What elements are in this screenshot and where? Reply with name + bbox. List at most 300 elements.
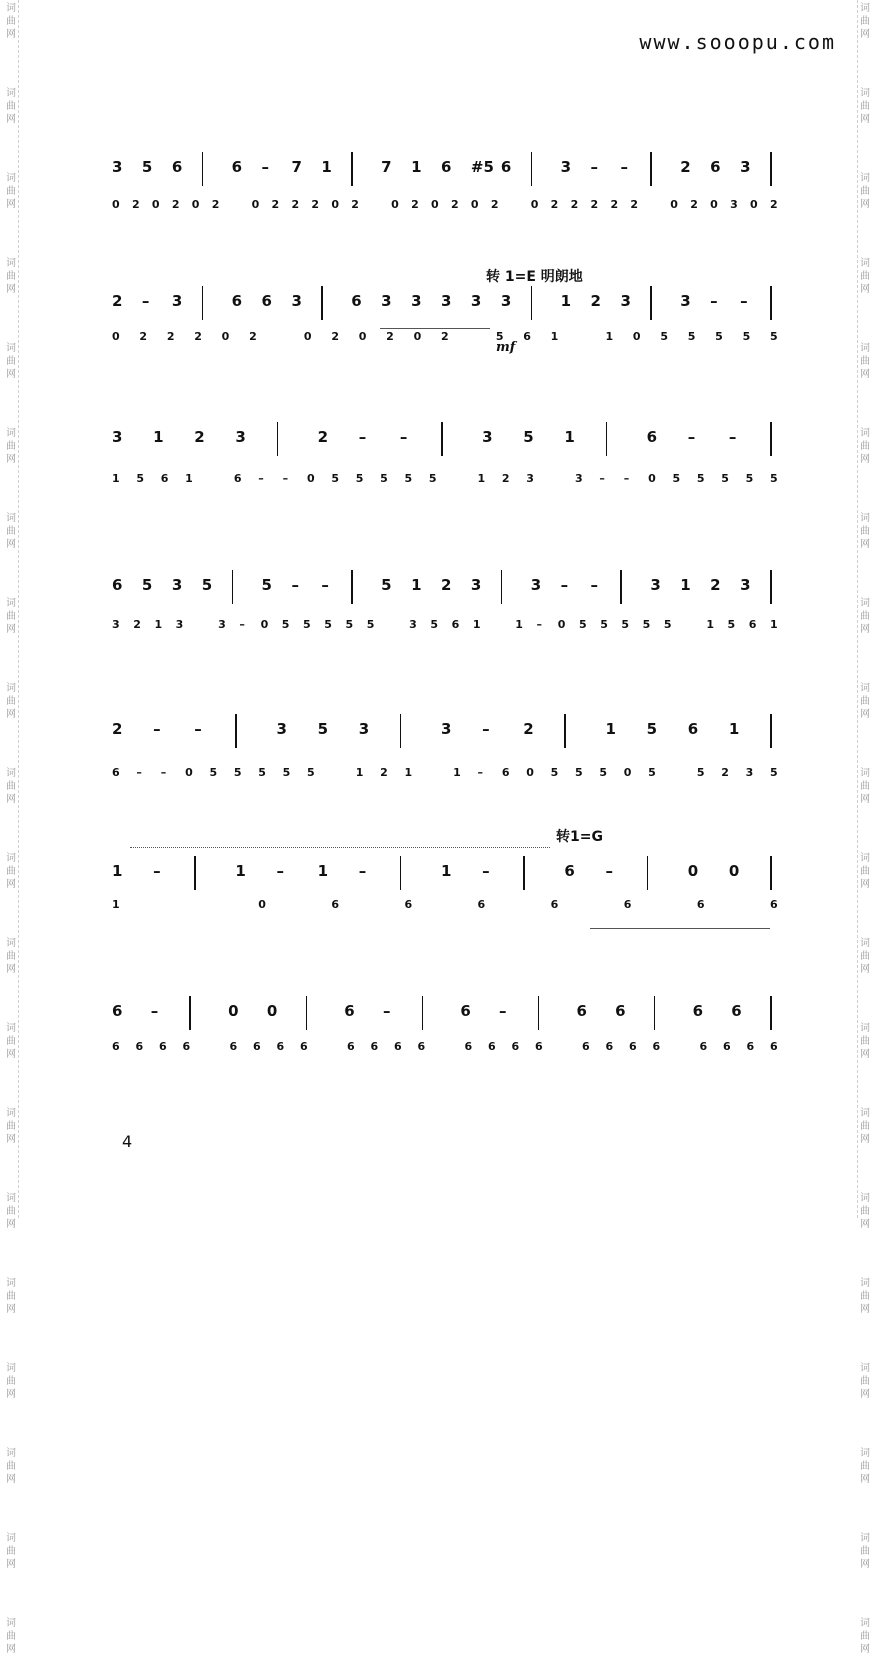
barline [531,152,533,186]
accomp-note: 3 [745,766,754,779]
accomp-note: 5 [324,618,332,631]
melody-note: – [560,576,569,594]
accomp-note: 5 [721,472,729,485]
barline [194,856,196,890]
accomp-note: 3 [526,472,534,485]
watermark-label: 词 曲 网 [6,1363,16,1400]
accomp-note: 0 [710,198,718,211]
accomp-note: 0 [431,198,439,211]
accomp-note: 2 [721,766,729,779]
accomp-note: 1 [453,766,461,779]
accomp-note: – [282,472,289,485]
accomp-note: 3 [218,618,226,631]
barline [422,996,424,1030]
accomp-note: 2 [590,198,599,211]
accomp-note: 2 [311,198,320,211]
melody-note: 3 [276,720,287,738]
accomp-note: 5 [660,330,668,343]
accomp-note: 0 [557,618,566,631]
melody-note: 7 [381,158,392,176]
watermark-label: 词 曲 网 [6,1023,16,1060]
barline [620,570,622,604]
accomp-note: 0 [303,330,312,343]
accomp-note: 6 [699,1040,708,1053]
accomp-note: 6 [523,330,531,343]
accomp-note: 0 [112,330,120,343]
accomp-note: 5 [696,472,705,485]
watermark-label: 词 曲 网 [860,258,870,295]
melody-note: – [153,862,161,880]
melody-note: 5 [523,428,534,446]
accomp-note: 6 [394,1040,402,1053]
accomp-note: 6 [229,1040,238,1053]
accomp-note: 2 [133,618,141,631]
melody-note: 6 [261,292,272,310]
melody-note: 3 [171,292,183,310]
accomp-note: 3 [409,618,417,631]
watermark-label: 词 曲 网 [860,88,870,125]
watermark-label: 词 曲 网 [860,598,870,635]
melody-note: 2 [317,428,329,446]
barline [351,570,353,604]
watermark-label: 词 曲 网 [860,768,870,805]
barline [770,714,772,748]
accomp-note: 5 [209,766,218,779]
melody-note: 6 [692,1002,704,1020]
melody-note: 3 [112,158,123,176]
accomp-note: 5 [306,766,315,779]
melody-note: 2 [523,720,534,738]
melody-note: 3 [358,720,370,738]
melody-note: 3 [740,158,751,176]
page-number: 4 [122,1132,133,1151]
melody-note: 5 [646,720,658,738]
accomp-note: 2 [490,198,499,211]
tie-line [130,847,550,848]
accomp-note: 2 [171,198,180,211]
barline [770,996,772,1030]
watermark-label: 词 曲 网 [860,1278,870,1315]
accomp-note: 0 [251,198,260,211]
watermark-label: 词 曲 网 [860,853,870,890]
accomp-note: 6 [582,1040,590,1053]
accomp-note: 5 [745,472,754,485]
accomp-note: – [136,766,142,779]
barline [647,856,649,890]
accomp-note: 6 [451,618,460,631]
system-2-melody [0,292,876,312]
barline [770,286,772,320]
watermark-label: 词 曲 网 [860,3,870,40]
melody-note: 3 [171,576,183,594]
barline [400,856,402,890]
melody-note: 3 [680,292,691,310]
accomp-note: 6 [696,898,705,911]
melody-note: 3 [291,292,302,310]
accomp-note: 5 [642,618,651,631]
melody-note: – [194,720,202,738]
accomp-note: 2 [386,330,394,343]
melody-note: 6 [576,1002,587,1020]
barline [770,422,772,456]
accomp-note: 5 [550,766,559,779]
melody-note: – [482,720,490,738]
accomp-note: 6 [417,1040,426,1053]
accomp-note: 5 [770,330,778,343]
accomp-note: 0 [151,198,160,211]
watermark-label: 词 曲 网 [6,1533,16,1570]
accomp-note: 1 [477,472,486,485]
melody-note: – [261,158,270,176]
barline [351,152,353,186]
barline [654,996,656,1030]
accomp-note: 1 [605,330,614,343]
system-3-accomp [0,472,876,492]
watermark-label: 词 曲 网 [860,1363,870,1400]
accomp-note: 5 [345,618,354,631]
melody-note: 5 [141,576,153,594]
watermark-label: 词 曲 网 [860,343,870,380]
melody-note: 6 [564,862,575,880]
barline [606,422,608,456]
melody-note: 3 [620,292,631,310]
accomp-note: 6 [253,1040,261,1053]
accomp-note: 1 [112,472,120,485]
accomp-note: 1 [706,618,714,631]
watermark-label: 词 曲 网 [6,428,16,465]
watermark-label: 词 曲 网 [6,173,16,210]
accomp-note: 5 [715,330,723,343]
accomp-note: 0 [750,198,758,211]
melody-note: 6 [231,158,243,176]
watermark-label: 词 曲 网 [6,598,16,635]
accomp-note: 6 [652,1040,661,1053]
accomp-note: 1 [472,618,481,631]
system-5-melody [0,720,876,740]
barline [650,286,652,320]
melody-note: 6 [112,1002,123,1020]
accomp-note: 5 [355,472,364,485]
watermark-label: 词 曲 网 [860,1023,870,1060]
accomp-note: 2 [139,330,148,343]
accomp-note: 6 [488,1040,496,1053]
melody-note: 1 [560,292,572,310]
accomp-note: 2 [166,330,175,343]
accomp-note: 2 [131,198,140,211]
melody-note: #5 [470,158,494,176]
accomp-note: 2 [380,766,388,779]
accomp-note: 0 [221,330,230,343]
accomp-note: 2 [450,198,459,211]
accomp-note: 5 [742,330,751,343]
accomp-note: 6 [112,766,120,779]
melody-note: – [482,862,490,880]
barline [564,714,566,748]
accomp-note: 2 [630,198,639,211]
watermark-label: 词 曲 网 [6,1448,16,1485]
melody-note: 1 [112,862,123,880]
barline [400,714,402,748]
accomp-note: 2 [249,330,257,343]
accomp-note: 6 [535,1040,543,1053]
barline [232,570,234,604]
melody-note: 7 [291,158,302,176]
decrescendo-hairpin [590,928,770,929]
system-4-melody [0,576,876,596]
accomp-note: 6 [112,1040,120,1053]
accomp-note: 5 [648,766,656,779]
accomp-note: 0 [260,618,269,631]
accomp-note: 5 [575,766,583,779]
accomp-note: 0 [306,472,315,485]
barline [538,996,540,1030]
barline [306,996,308,1030]
melody-note: 6 [351,292,362,310]
accomp-note: 5 [281,618,290,631]
melody-note: – [291,576,299,594]
accomp-note: 6 [501,766,510,779]
accomp-note: 5 [599,766,608,779]
accomp-note: 0 [670,198,678,211]
watermark-label: 词 曲 网 [860,1448,870,1485]
melody-note: 3 [740,576,751,594]
melody-note: – [276,862,284,880]
accomp-note: 0 [526,766,534,779]
melody-note: 6 [687,720,699,738]
melody-note: 1 [564,428,575,446]
accomp-note: 0 [530,198,539,211]
system-1-accomp [0,198,876,218]
melody-note: 3 [411,292,422,310]
melody-note: 2 [680,158,691,176]
accomp-note: – [599,472,605,485]
melody-note: 3 [235,428,246,446]
accomp-note: 2 [770,198,778,211]
accomp-note: 0 [470,198,479,211]
watermark-label: 词 曲 网 [860,1108,870,1145]
accomp-note: 1 [112,898,120,911]
barline [501,570,503,604]
melody-note: – [141,292,150,310]
system-1-melody [0,158,876,178]
side-watermark-right [857,0,872,1655]
system-7-melody [0,1002,876,1022]
accomp-note: 5 [696,766,705,779]
accomp-note: 5 [136,472,145,485]
accomp-note: 6 [629,1040,637,1053]
accomp-note: 5 [430,618,439,631]
melody-note: 2 [112,720,123,738]
accomp-note: 5 [727,618,736,631]
barline [770,856,772,890]
melody-note: – [382,1002,391,1020]
system-3-melody [0,428,876,448]
accomp-note: 1 [185,472,193,485]
accomp-note: 0 [331,198,339,211]
melody-note: 6 [171,158,183,176]
accomp-note: 1 [355,766,364,779]
watermark-label: 词 曲 网 [6,683,16,720]
melody-note: 5 [201,576,213,594]
melody-note: – [499,1002,507,1020]
accomp-note: 5 [366,618,375,631]
melody-note: 2 [112,292,123,310]
accomp-note: 3 [175,618,184,631]
accomp-note: 5 [495,330,504,343]
melody-note: 6 [231,292,243,310]
accomp-note: 2 [194,330,202,343]
accomp-note: 2 [550,198,559,211]
melody-note: 0 [687,862,699,880]
accomp-note: 0 [358,330,367,343]
accomp-note: 2 [271,198,280,211]
melody-note: 1 [441,862,452,880]
accomp-note: 6 [605,1040,614,1053]
accomp-note: 5 [380,472,388,485]
site-url: www.sooopu.com [639,30,836,54]
watermark-label: 词 曲 网 [860,173,870,210]
watermark-label: 词 曲 网 [6,1193,16,1230]
accomp-note: 5 [303,618,311,631]
melody-note: – [620,158,628,176]
accomp-note: – [258,472,264,485]
watermark-label: 词 曲 网 [6,258,16,295]
dynamic-mark: mf [496,340,516,355]
system-6-melody [0,862,876,882]
accomp-note: 5 [331,472,339,485]
accomp-note: 6 [770,1040,778,1053]
accomp-note: 6 [723,1040,731,1053]
accomp-note: 2 [411,198,419,211]
watermark-label: 词 曲 网 [860,1618,870,1655]
melody-note: 3 [441,720,452,738]
melody-note: 5 [381,576,392,594]
accomp-note: 0 [648,472,656,485]
accomp-note: 0 [258,898,266,911]
crescendo-hairpin [380,328,490,329]
watermark-label: 词 曲 网 [6,88,16,125]
melody-note: 5 [317,720,329,738]
system-7-accomp [0,1040,876,1060]
watermark-label: 词 曲 网 [860,938,870,975]
accomp-note: 1 [515,618,523,631]
melody-note: – [605,862,613,880]
melody-note: 6 [344,1002,355,1020]
melody-note: 3 [112,428,123,446]
melody-note: 1 [728,720,740,738]
accomp-note: – [160,766,167,779]
accomp-note: 5 [663,618,672,631]
melody-note: 6 [500,158,512,176]
accomp-note: 5 [282,766,291,779]
melody-note: 1 [153,428,164,446]
accomp-note: 5 [233,766,242,779]
accomp-note: 6 [159,1040,167,1053]
melody-note: – [590,576,599,594]
melody-note: 3 [500,292,512,310]
watermark-label: 词 曲 网 [6,938,16,975]
accomp-note: 6 [160,472,169,485]
melody-note: 0 [266,1002,278,1020]
melody-note: 6 [460,1002,471,1020]
melody-note: 5 [141,158,153,176]
accomp-note: 2 [570,198,579,211]
watermark-label: 词 曲 网 [860,1193,870,1230]
melody-note: 1 [317,862,329,880]
barline [770,570,772,604]
melody-note: 2 [441,576,452,594]
system-5-accomp [0,766,876,786]
accomp-note: 3 [730,198,738,211]
melody-note: – [153,720,161,738]
melody-note: 6 [731,1002,742,1020]
accomp-note: 1 [550,330,559,343]
accomp-note: 0 [191,198,200,211]
melody-note: 3 [441,292,452,310]
accomp-note: 3 [575,472,583,485]
accomp-note: – [239,618,245,631]
accomp-note: 0 [623,766,632,779]
accomp-note: 2 [331,330,339,343]
accomp-note: 5 [621,618,630,631]
accomp-note: 6 [182,1040,191,1053]
accomp-note: 5 [600,618,608,631]
barline [523,856,525,890]
accomp-note: 2 [610,198,619,211]
accomp-note: – [477,766,484,779]
accomp-note: 0 [112,198,120,211]
accomp-note: 5 [770,766,778,779]
accomp-note: 1 [770,618,778,631]
accomp-note: 5 [578,618,587,631]
accomp-note: – [623,472,630,485]
accomp-note: 6 [746,1040,755,1053]
melody-note: – [321,576,329,594]
melody-note: 3 [381,292,392,310]
accomp-note: 1 [154,618,163,631]
accomp-note: – [536,618,543,631]
watermark-label: 词 曲 网 [860,1533,870,1570]
accomp-note: 6 [550,898,559,911]
melody-note: 3 [482,428,493,446]
barline [235,714,237,748]
accomp-note: 5 [428,472,437,485]
melody-note: – [687,428,696,446]
accomp-note: 5 [404,472,413,485]
melody-note: 1 [321,158,332,176]
barline [189,996,191,1030]
watermark-label: 词 曲 网 [6,513,16,550]
melody-note: – [150,1002,159,1020]
accomp-note: 2 [441,330,449,343]
melody-note: – [358,428,367,446]
watermark-label: 词 曲 网 [6,1108,16,1145]
accomp-note: 2 [501,472,510,485]
system-4-accomp [0,618,876,638]
accomp-note: 6 [464,1040,473,1053]
melody-note: 3 [530,576,542,594]
melody-note: 6 [615,1002,626,1020]
melody-note: 6 [710,158,721,176]
key-change-e: 转 1=E 明朗地 [486,269,583,285]
accomp-note: 2 [690,198,698,211]
barline [770,152,772,186]
accomp-note: 6 [511,1040,520,1053]
accomp-note: 1 [404,766,413,779]
melody-note: 6 [112,576,123,594]
melody-note: 0 [228,1002,239,1020]
melody-note: 3 [560,158,572,176]
